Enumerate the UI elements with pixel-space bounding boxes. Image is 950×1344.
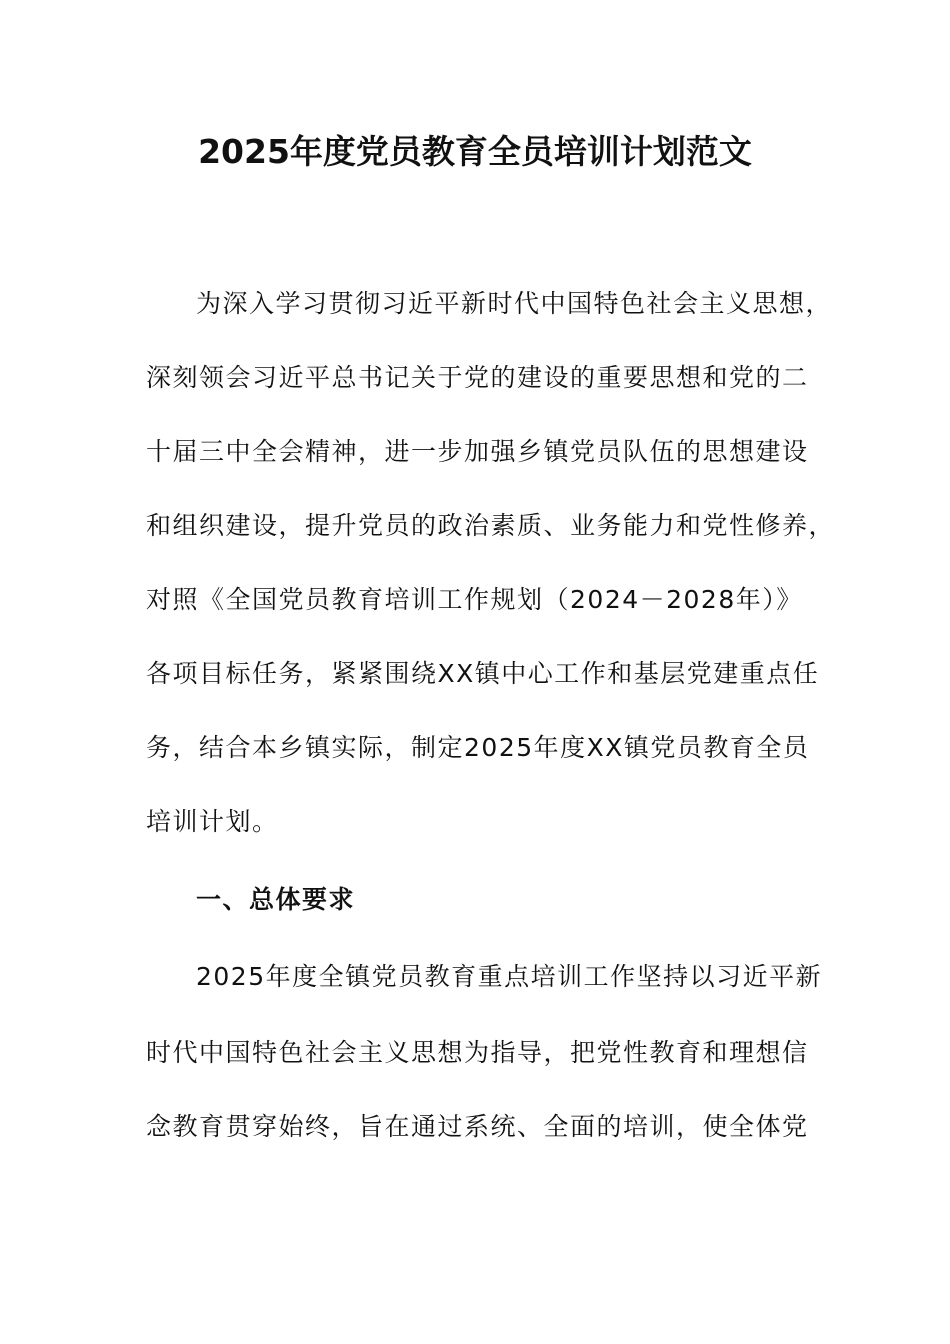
intro-line-1: 为深入学习贯彻习近平新时代中国特色社会主义思想， (196, 289, 833, 318)
section1-line-1: 2025年度全镇党员教育重点培训工作坚持以习近平新 (196, 962, 823, 991)
intro-line-5: 对照《全国党员教育培训工作规划（2024－2028年）》 (146, 585, 803, 614)
intro-line-7: 务，结合本乡镇实际，制定2025年度XX镇党员教育全员 (146, 733, 810, 762)
intro-line-6: 各项目标任务，紧紧围绕XX镇中心工作和基层党建重点任 (146, 659, 820, 688)
section1-line-2: 时代中国特色社会主义思想为指导，把党性教育和理想信 (146, 1038, 809, 1067)
intro-line-4: 和组织建设，提升党员的政治素质、业务能力和党性修养， (146, 511, 836, 540)
section1-line-3: 念教育贯穿始终，旨在通过系统、全面的培训，使全体党 (146, 1112, 809, 1141)
document-title: 2025年度党员教育全员培训计划范文 (198, 132, 752, 171)
intro-line-8: 培训计划。 (146, 807, 279, 836)
section-heading-1: 一、总体要求 (196, 885, 356, 914)
intro-line-2: 深刻领会习近平总书记关于党的建设的重要思想和党的二 (146, 363, 809, 392)
intro-line-3: 十届三中全会精神，进一步加强乡镇党员队伍的思想建设 (146, 437, 809, 466)
